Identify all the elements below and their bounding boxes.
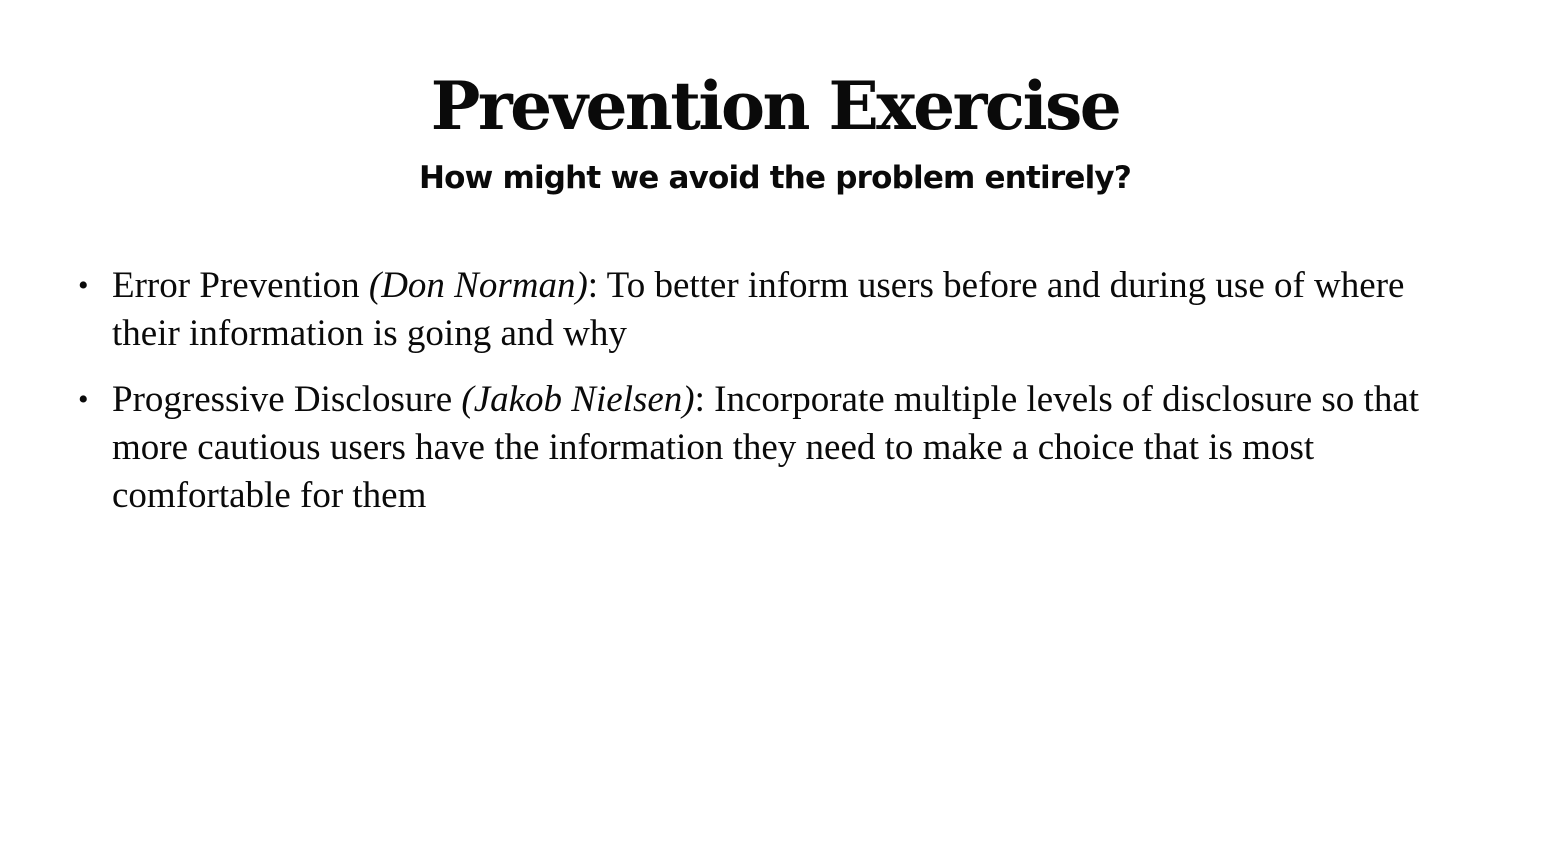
bullet-separator: : bbox=[587, 265, 599, 306]
slide-title: Prevention Exercise bbox=[430, 67, 1120, 145]
bullet-separator: : bbox=[694, 379, 705, 420]
bullet-term: Progressive Disclosure bbox=[112, 379, 453, 420]
bullet-attribution: (Jakob Nielsen) bbox=[461, 379, 695, 420]
bullet-item-error-prevention bbox=[78, 262, 1448, 358]
slide-subtitle: How might we avoid the problem entirely? bbox=[418, 160, 1132, 196]
bullet-item-progressive-disclosure bbox=[78, 376, 1448, 520]
bullet-attribution: (Don Norman) bbox=[368, 265, 588, 306]
bullet-marker-icon: • bbox=[78, 269, 89, 302]
bullet-description: Incorporate multiple levels of disclosure so that more cautious users have the information they need to make a choice that is most comfortable for them bbox=[112, 379, 1420, 516]
bullet-description: To better inform users before and during use of where their information is going and why bbox=[112, 265, 1405, 354]
bullet-list bbox=[78, 262, 1448, 538]
bullet-term: Error Prevention bbox=[112, 265, 360, 306]
bullet-marker-icon: • bbox=[78, 383, 89, 416]
